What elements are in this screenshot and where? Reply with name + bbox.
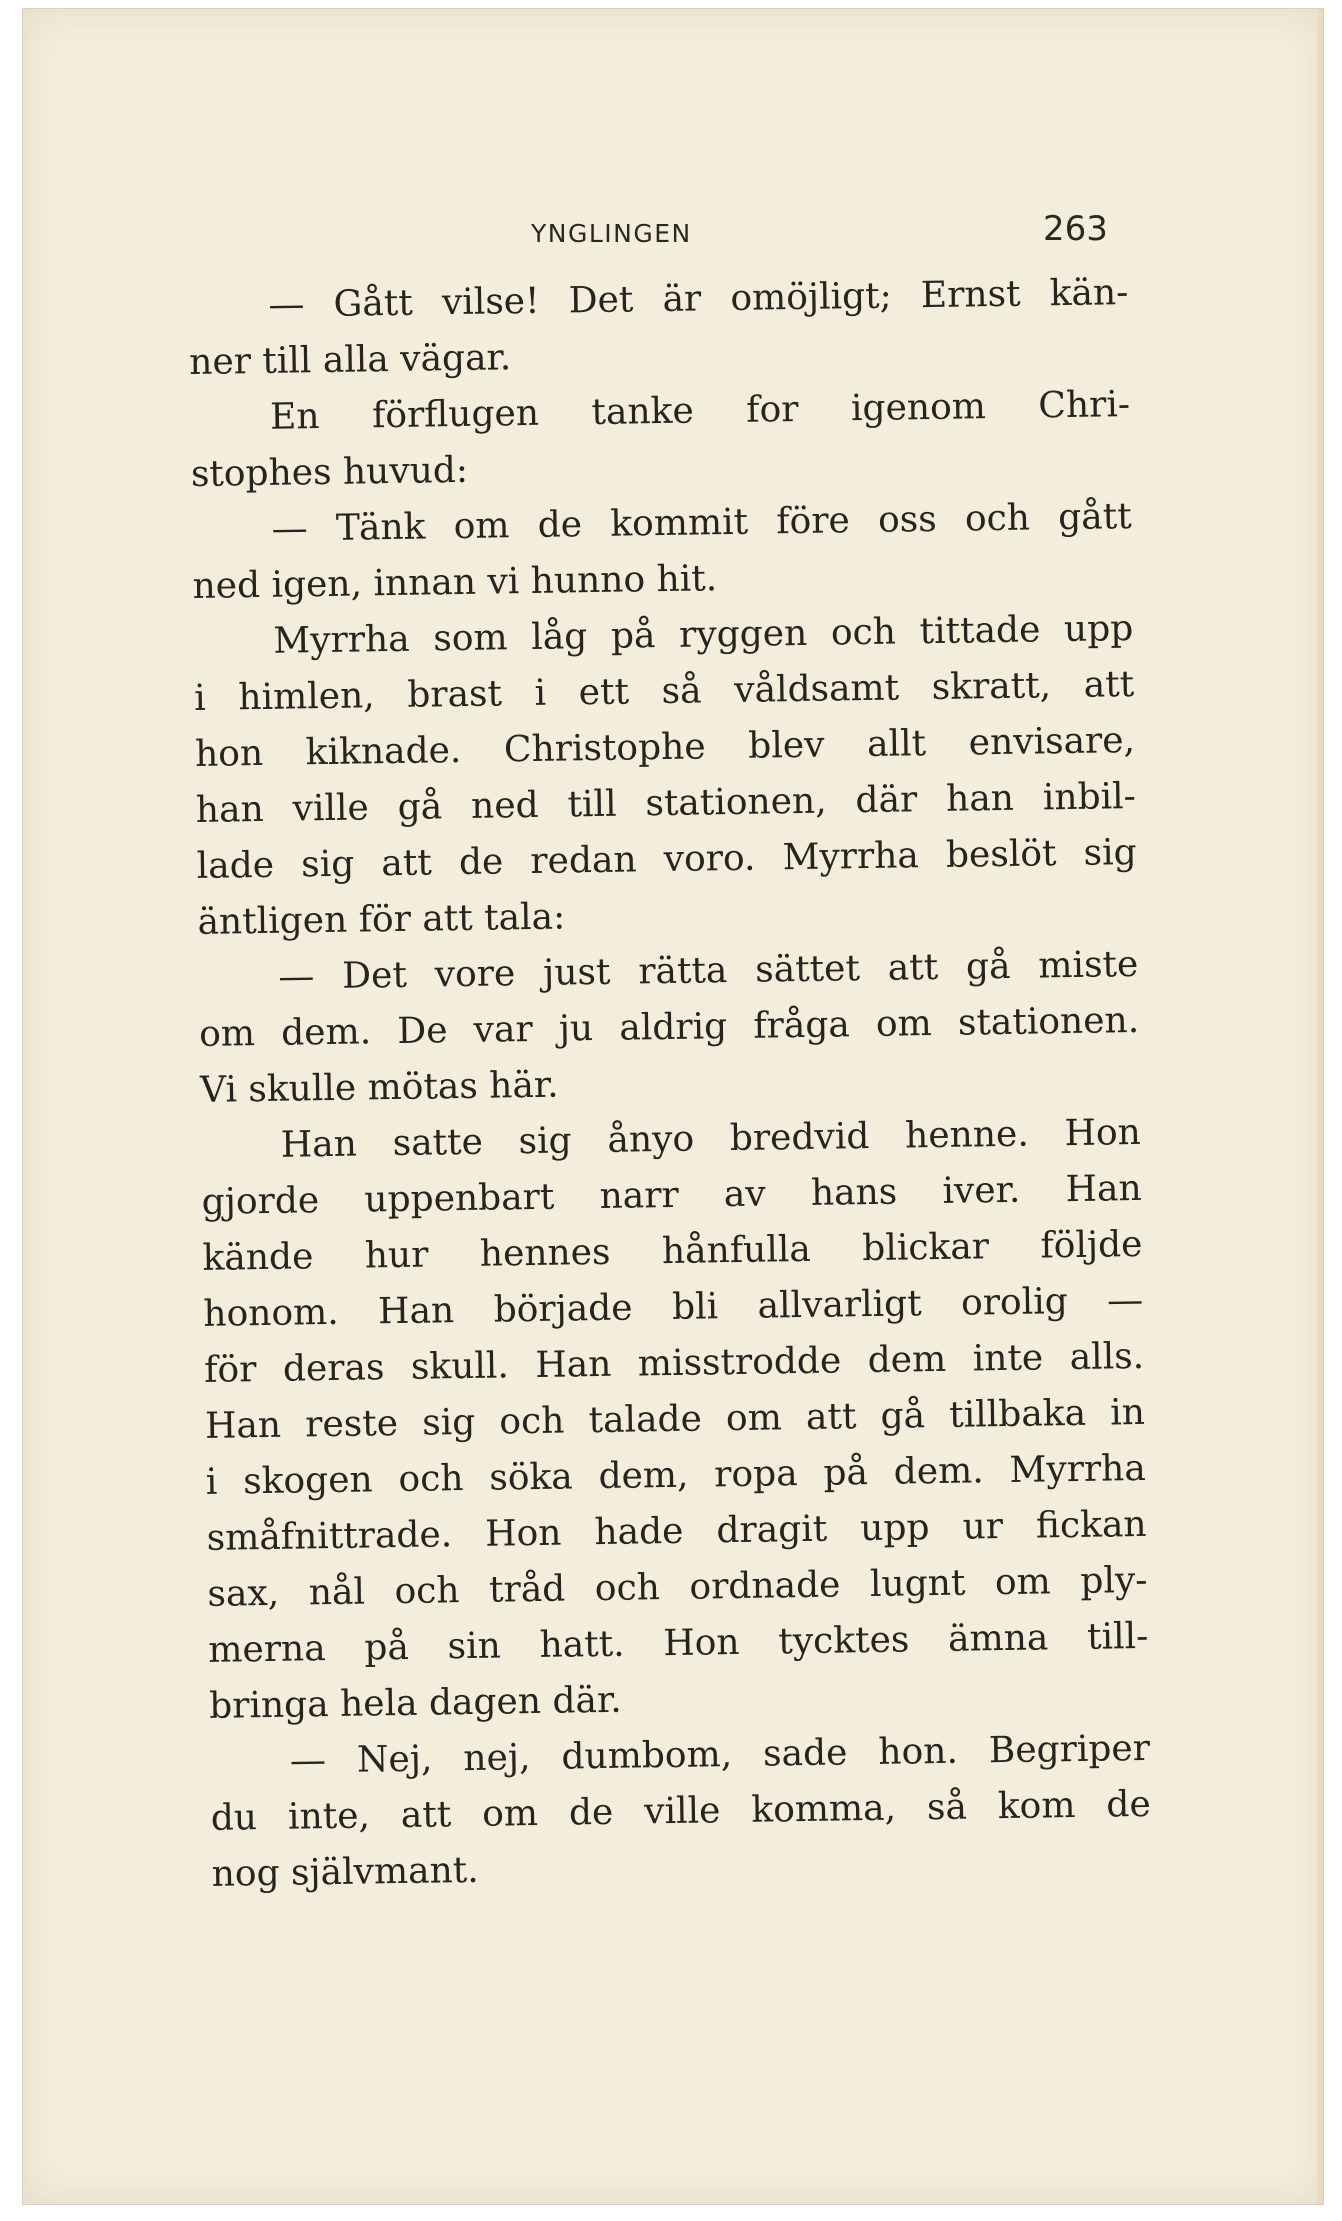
text-line: kände hur hennes hånfulla blickar följde bbox=[202, 1223, 1143, 1279]
text-line: honom. Han började bli allvarligt orolig — bbox=[203, 1279, 1144, 1335]
text-line: småfnittrade. Hon hade dragit upp ur fickan bbox=[206, 1503, 1147, 1559]
text-line: för deras skull. Han misstrodde dem inte alls. bbox=[203, 1335, 1145, 1391]
text-line: Vi skulle mötas här. bbox=[199, 1064, 559, 1111]
text-line: äntligen för att tala: bbox=[197, 896, 566, 943]
text-line: hon kiknade. Christophe blev allt envisare, bbox=[194, 720, 1136, 775]
text-line: du inte, att om de ville komma, så kom de bbox=[210, 1783, 1152, 1839]
text-line: ned igen, innan vi hunno hit. bbox=[192, 558, 718, 607]
text-line: — Det vore just rätta sättet att gå miste bbox=[278, 943, 1139, 998]
text-line: — Gått vilse! Det är omöjligt; Ernst kän- bbox=[268, 272, 1129, 326]
text-line: stophes huvud: bbox=[190, 449, 469, 495]
page-edge bbox=[1317, 9, 1323, 2204]
text-line: han ville gå ned till stationen, där han inbil- bbox=[195, 775, 1137, 831]
page-number: 263 bbox=[1043, 209, 1108, 249]
text-line: merna på sin hatt. Hon tycktes ämna till- bbox=[208, 1615, 1149, 1671]
book-page bbox=[22, 8, 1324, 2205]
text-line: Han satte sig ånyo bredvid henne. Hon bbox=[280, 1111, 1142, 1166]
text-line: om dem. De var ju aldrig fråga om stationen. bbox=[198, 999, 1140, 1055]
text-line: — Tänk om de kommit före oss och gått bbox=[271, 496, 1132, 550]
text-line: lade sig att de redan voro. Myrrha beslöt sig bbox=[196, 831, 1137, 887]
text-line: Han reste sig och talade om att gå tillbaka in bbox=[204, 1391, 1146, 1447]
running-head bbox=[23, 209, 1143, 259]
text-line: bringa hela dagen där. bbox=[208, 1679, 622, 1727]
text-line: sax, nål och tråd och ordnade lugnt om ply- bbox=[207, 1559, 1148, 1615]
body-text bbox=[188, 265, 1152, 1903]
chapter-title: YNGLINGEN bbox=[531, 219, 692, 248]
text-line: gjorde uppenbart narr av hans iver. Han bbox=[201, 1167, 1142, 1223]
text-line: Myrrha som låg på ryggen och tittade upp bbox=[273, 608, 1134, 662]
text-line: i skogen och söka dem, ropa på dem. Myrrha bbox=[205, 1447, 1147, 1503]
text-line: En förflugen tanke for igenom Chri- bbox=[269, 384, 1131, 438]
text-line: i himlen, brast i ett så våldsamt skratt, att bbox=[193, 664, 1135, 719]
text-line: — Nej, nej, dumbom, sade hon. Begriper bbox=[289, 1727, 1151, 1782]
text-line: ner till alla vägar. bbox=[188, 337, 512, 383]
text-line: nog självmant. bbox=[211, 1849, 479, 1895]
